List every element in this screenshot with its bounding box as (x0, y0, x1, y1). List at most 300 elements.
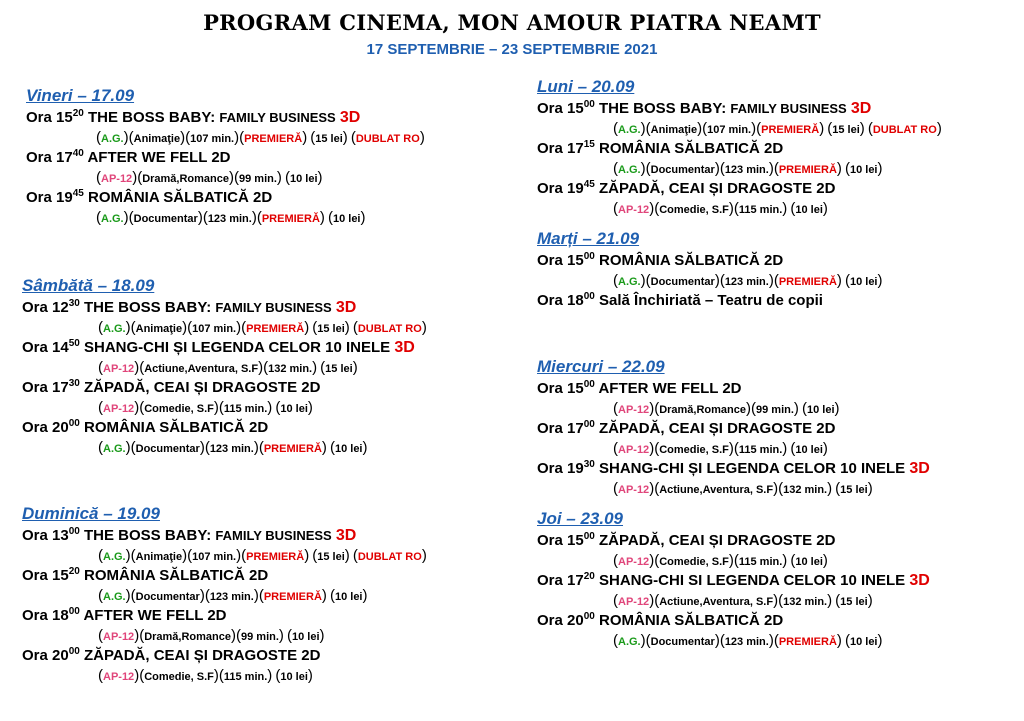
ora-label: Ora (537, 100, 568, 117)
paren: ( (645, 272, 651, 289)
paren: ) (344, 319, 350, 336)
paren: ( (844, 160, 850, 177)
paren: ) (782, 440, 788, 457)
movie-title: ZĂPADĂ, CEAI ȘI DRAGOSTE 2D (599, 532, 836, 549)
movie-title: ROMÂNIA SĂLBATICĂ 2D (599, 140, 784, 157)
screening-info-line (537, 399, 930, 419)
paren: ( (96, 209, 101, 226)
minutes: 30 (68, 378, 80, 389)
screening-title-line (26, 188, 425, 208)
paren: ( (773, 632, 779, 649)
ora-label: Ora (537, 460, 568, 477)
paren: ) (867, 592, 873, 609)
rating-badge: AP-12 (618, 556, 650, 568)
paren: ( (98, 547, 103, 564)
paren: ( (733, 200, 739, 217)
paren: ( (613, 440, 618, 457)
movie-title: ZĂPADĂ, CEAI ȘI DRAGOSTE 2D (599, 420, 836, 437)
paren: ( (613, 272, 618, 289)
paren: ) (640, 272, 646, 289)
ora-label: Ora (26, 149, 57, 166)
paren: ( (98, 627, 103, 644)
paren: ( (236, 627, 242, 644)
day-block (537, 357, 930, 499)
screening-title-line (26, 148, 425, 168)
paren: ( (613, 160, 618, 177)
paren: ( (835, 592, 841, 609)
genre: Comedie, S.F (659, 556, 729, 568)
day-block (26, 86, 425, 228)
genre: Documentar (133, 213, 198, 225)
paren: ( (613, 200, 618, 217)
screening-title-line (537, 571, 930, 591)
paren: ( (139, 627, 145, 644)
date-range-subtitle: 17 SEPTEMBRIE – 23 SEPTEMBRIE 2021 (366, 41, 658, 58)
rating-badge: A.G. (101, 133, 124, 145)
paren: ) (319, 627, 325, 644)
premiere-badge: PREMIERĂ (246, 551, 305, 563)
paren: ( (258, 439, 264, 456)
paren: ( (801, 400, 807, 417)
hour: 18 (52, 607, 69, 624)
minutes: 15 (583, 139, 595, 150)
paren: ) (199, 439, 205, 456)
screening-title-line (22, 566, 427, 586)
rating-badge: A.G. (103, 443, 126, 455)
hour: 15 (56, 109, 73, 126)
screening-title-line (22, 606, 427, 626)
paren: ) (793, 400, 799, 417)
paren: ) (213, 399, 219, 416)
paren: ( (202, 209, 208, 226)
paren: ( (867, 120, 873, 137)
paren: ( (218, 667, 224, 684)
movie-title: AFTER WE FELL 2D (83, 607, 227, 624)
paren: ( (275, 399, 281, 416)
paren: ) (649, 552, 655, 569)
minutes: 20 (72, 108, 84, 119)
rating-badge: AP-12 (618, 204, 650, 216)
paren: ( (96, 169, 101, 186)
screening-info-line (537, 119, 942, 139)
screening-info-line (22, 546, 427, 566)
paren: ( (844, 632, 850, 649)
day-heading: Joi – 23.09 (537, 509, 624, 528)
paren: ( (790, 200, 796, 217)
day-block (22, 504, 427, 686)
paren: ( (128, 129, 134, 146)
screening-title-line (22, 418, 427, 438)
screening-title-line (22, 526, 427, 546)
movie-title: ROMÂNIA SĂLBATICĂ 2D (599, 252, 784, 269)
paren: ( (719, 272, 725, 289)
screening-title-line (22, 338, 427, 358)
paren: ( (187, 547, 193, 564)
genre: Documentar (650, 276, 715, 288)
screening-info-line (537, 439, 930, 459)
paren: ( (130, 439, 136, 456)
duration: 115 min. (738, 444, 783, 456)
hour: 20 (567, 612, 584, 629)
paren: ) (768, 272, 774, 289)
paren: ( (352, 319, 358, 336)
paren: ) (728, 552, 734, 569)
format-badge: 3D (335, 299, 357, 316)
paren: ( (329, 587, 335, 604)
paren: ( (312, 319, 318, 336)
rating-badge: A.G. (618, 636, 641, 648)
dub-badge: DUBLAT RO (357, 551, 422, 563)
paren: ) (134, 359, 140, 376)
paren: ) (640, 160, 646, 177)
price: 10 lei (332, 213, 361, 225)
paren: ) (822, 200, 828, 217)
paren: ( (139, 667, 145, 684)
hour: 17 (56, 149, 73, 166)
paren: ) (182, 319, 188, 336)
duration: 107 min. (192, 323, 237, 335)
paren: ) (728, 440, 734, 457)
paren: ( (778, 480, 784, 497)
ora-label: Ora (22, 299, 53, 316)
minutes: 40 (72, 148, 84, 159)
rating-badge: AP-12 (618, 484, 650, 496)
day-heading: Vineri – 17.09 (26, 86, 135, 105)
paren: ) (936, 120, 942, 137)
price: 10 lei (806, 404, 835, 416)
rating-badge: AP-12 (103, 363, 135, 375)
paren: ( (773, 160, 779, 177)
hour: 19 (567, 180, 584, 197)
genre: Documentar (135, 443, 200, 455)
hour: 19 (567, 460, 584, 477)
paren: ( (756, 120, 762, 137)
screening-title-line (537, 139, 942, 159)
premiere-badge: PREMIERĂ (244, 133, 303, 145)
paren: ) (773, 480, 779, 497)
paren: ) (751, 120, 757, 137)
minutes: 00 (583, 379, 595, 390)
paren: ) (768, 632, 774, 649)
paren: ) (125, 587, 131, 604)
rating-badge: A.G. (618, 164, 641, 176)
paren: ( (844, 272, 850, 289)
rating-badge: A.G. (618, 124, 641, 136)
premiere-badge: PREMIERĂ (261, 213, 320, 225)
paren: ) (180, 129, 186, 146)
paren: ( (139, 399, 145, 416)
price: 15 lei (840, 484, 868, 496)
screening-title-line (537, 99, 942, 119)
paren: ( (98, 439, 103, 456)
genre: Documentar (650, 636, 715, 648)
screening-info-line (537, 591, 930, 611)
genre: Animaţie (135, 323, 183, 335)
page-title: PROGRAM CINEMA, MON AMOUR PIATRA NEAMT (203, 10, 821, 35)
duration: 115 min. (223, 671, 268, 683)
duration: 123 min. (724, 276, 769, 288)
paren: ( (790, 552, 796, 569)
movie-subtitle: FAMILY BUSINESS (219, 110, 336, 125)
paren: ) (125, 547, 131, 564)
day-heading: Sâmbătă – 18.09 (22, 276, 155, 295)
paren: ( (751, 400, 757, 417)
hour: 18 (567, 292, 584, 309)
genre: Dramă,Romance (142, 173, 230, 185)
duration: 99 min. (239, 173, 277, 185)
duration: 132 min. (783, 596, 828, 608)
paren: ) (827, 592, 833, 609)
day-heading: Marți – 21.09 (537, 229, 640, 248)
price: 15 lei (832, 124, 860, 136)
paren: ) (253, 439, 259, 456)
movie-subtitle: FAMILY BUSINESS (215, 528, 332, 543)
screening-title-line (537, 179, 942, 199)
paren: ( (329, 439, 335, 456)
premiere-badge: PREMIERĂ (778, 276, 837, 288)
rating-badge: AP-12 (103, 631, 135, 643)
premiere-badge: PREMIERĂ (246, 323, 305, 335)
paren: ( (284, 169, 290, 186)
duration: 123 min. (724, 636, 769, 648)
paren: ( (719, 160, 725, 177)
premiere-badge: PREMIERĂ (761, 124, 820, 136)
paren: ) (312, 359, 318, 376)
paren: ) (867, 480, 873, 497)
movie-title: AFTER WE FELL 2D (598, 380, 742, 397)
day-block (537, 229, 883, 311)
paren: ( (98, 667, 103, 684)
movie-title: THE BOSS BABY: (599, 100, 727, 117)
price: 10 lei (291, 631, 320, 643)
paren: ) (419, 129, 425, 146)
paren: ) (276, 169, 282, 186)
paren: ( (218, 399, 224, 416)
movie-title: SHANG-CHI ȘI LEGENDA CELOR 10 INELE (599, 460, 906, 477)
screening-info-line (22, 586, 427, 606)
paren: ( (327, 209, 333, 226)
day-block (537, 509, 930, 651)
premiere-badge: PREMIERĂ (778, 636, 837, 648)
hour: 17 (567, 420, 584, 437)
price: 10 lei (334, 443, 363, 455)
minutes: 00 (583, 291, 595, 302)
paren: ( (654, 552, 660, 569)
duration: 123 min. (209, 591, 254, 603)
paren: ) (640, 632, 646, 649)
paren: ( (239, 129, 245, 146)
movie-title: ROMÂNIA SĂLBATICĂ 2D (599, 612, 784, 629)
paren: ) (827, 480, 833, 497)
rating-badge: A.G. (103, 323, 126, 335)
paren: ) (352, 359, 358, 376)
paren: ( (733, 552, 739, 569)
hour: 17 (567, 572, 584, 589)
paren: ( (263, 359, 269, 376)
paren: ) (304, 547, 310, 564)
ora-label: Ora (537, 252, 568, 269)
price: 15 lei (840, 596, 868, 608)
movie-title: ZĂPADĂ, CEAI ȘI DRAGOSTE 2D (84, 647, 321, 664)
paren: ) (782, 552, 788, 569)
day-heading: Duminică – 19.09 (22, 504, 160, 523)
rating-badge: AP-12 (618, 596, 650, 608)
movie-title: THE BOSS BABY: (88, 109, 216, 126)
hour: 17 (52, 379, 69, 396)
paren: ( (204, 587, 210, 604)
paren: ( (185, 129, 191, 146)
paren: ) (649, 200, 655, 217)
price: 15 lei (325, 363, 353, 375)
movie-title: ZĂPADĂ, CEAI ȘI DRAGOSTE 2D (84, 379, 321, 396)
movie-subtitle: FAMILY BUSINESS (215, 300, 332, 315)
paren: ( (778, 592, 784, 609)
paren: ) (123, 129, 129, 146)
minutes: 00 (583, 419, 595, 430)
screening-info-line (537, 271, 883, 291)
paren: ( (645, 632, 651, 649)
paren: ) (877, 632, 883, 649)
paren: ( (139, 359, 145, 376)
paren: ( (137, 169, 143, 186)
paren: ) (362, 439, 368, 456)
ora-label: Ora (537, 180, 568, 197)
paren: ( (733, 440, 739, 457)
ora-label: Ora (537, 572, 568, 589)
dub-badge: DUBLAT RO (872, 124, 937, 136)
price: 10 lei (280, 403, 308, 415)
paren: ( (613, 632, 618, 649)
hour: 15 (567, 532, 584, 549)
movie-subtitle: FAMILY BUSINESS (730, 101, 847, 116)
paren: ( (645, 120, 651, 137)
minutes: 00 (583, 531, 595, 542)
paren: ( (98, 319, 103, 336)
paren: ) (234, 129, 240, 146)
genre: Documentar (650, 164, 715, 176)
paren: ( (130, 547, 136, 564)
paren: ) (132, 169, 138, 186)
genre: Animaţie (135, 551, 183, 563)
paren: ) (342, 129, 348, 146)
paren: ) (321, 439, 327, 456)
paren: ( (654, 480, 660, 497)
paren: ( (98, 359, 103, 376)
paren: ) (236, 547, 242, 564)
paren: ) (649, 592, 655, 609)
hour: 15 (567, 100, 584, 117)
paren: ( (654, 200, 660, 217)
paren: ) (213, 667, 219, 684)
duration: 123 min. (209, 443, 254, 455)
paren: ) (697, 120, 703, 137)
duration: 132 min. (783, 484, 828, 496)
price: 10 lei (334, 591, 363, 603)
price: 10 lei (289, 173, 318, 185)
paren: ( (645, 160, 651, 177)
minutes: 00 (583, 611, 595, 622)
premiere-badge: PREMIERĂ (263, 591, 322, 603)
ora-label: Ora (537, 292, 568, 309)
screening-info-line (537, 551, 930, 571)
minutes: 20 (583, 571, 595, 582)
paren: ) (134, 667, 140, 684)
dub-badge: DUBLAT RO (357, 323, 422, 335)
paren: ( (835, 480, 841, 497)
screening-title-line (26, 108, 425, 128)
minutes: 00 (583, 251, 595, 262)
paren: ) (362, 587, 368, 604)
screening-info-line (537, 479, 930, 499)
paren: ) (836, 632, 842, 649)
duration: 115 min. (738, 556, 783, 568)
hour: 15 (52, 567, 69, 584)
movie-title: ZĂPADĂ, CEAI ȘI DRAGOSTE 2D (599, 180, 836, 197)
genre: Actiune,Aventura, S.F (659, 596, 774, 608)
duration: 123 min. (207, 213, 252, 225)
paren: ) (125, 439, 131, 456)
paren: ) (822, 552, 828, 569)
paren: ( (352, 547, 358, 564)
paren: ) (714, 272, 720, 289)
movie-title: Sală Închiriată – Teatru de copii (599, 292, 823, 309)
paren: ( (702, 120, 708, 137)
paren: ( (204, 439, 210, 456)
minutes: 20 (68, 566, 80, 577)
price: 15 lei (315, 133, 343, 145)
paren: ( (187, 319, 193, 336)
price: 10 lei (795, 444, 823, 456)
paren: ) (229, 169, 235, 186)
format-badge: 3D (909, 572, 930, 589)
day-heading: Luni – 20.09 (537, 77, 635, 96)
paren: ( (98, 399, 103, 416)
paren: ) (746, 400, 752, 417)
screening-info-line (26, 128, 425, 148)
movie-title: ROMÂNIA SĂLBATICĂ 2D (84, 567, 269, 584)
ora-label: Ora (26, 109, 57, 126)
screening-info-line (22, 398, 427, 418)
hour: 13 (52, 527, 69, 544)
screening-title-line (537, 459, 930, 479)
paren: ) (319, 209, 325, 226)
ora-label: Ora (537, 420, 568, 437)
ora-label: Ora (22, 419, 53, 436)
screening-title-line (22, 646, 427, 666)
movie-title: ROMÂNIA SĂLBATICĂ 2D (88, 189, 273, 206)
paren: ( (613, 120, 618, 137)
format-badge: 3D (339, 109, 361, 126)
rating-badge: AP-12 (101, 173, 133, 185)
paren: ( (654, 592, 660, 609)
genre: Documentar (135, 591, 200, 603)
paren: ) (768, 160, 774, 177)
paren: ) (125, 319, 131, 336)
price: 10 lei (849, 276, 878, 288)
ora-label: Ora (537, 612, 568, 629)
paren: ) (302, 129, 308, 146)
minutes: 45 (583, 179, 595, 190)
paren: ( (613, 400, 618, 417)
duration: 107 min. (707, 124, 752, 136)
rating-badge: AP-12 (103, 403, 135, 415)
hour: 15 (567, 380, 584, 397)
duration: 107 min. (190, 133, 235, 145)
genre: Dramă,Romance (659, 404, 747, 416)
paren: ( (773, 272, 779, 289)
genre: Comedie, S.F (659, 444, 729, 456)
paren: ) (649, 440, 655, 457)
